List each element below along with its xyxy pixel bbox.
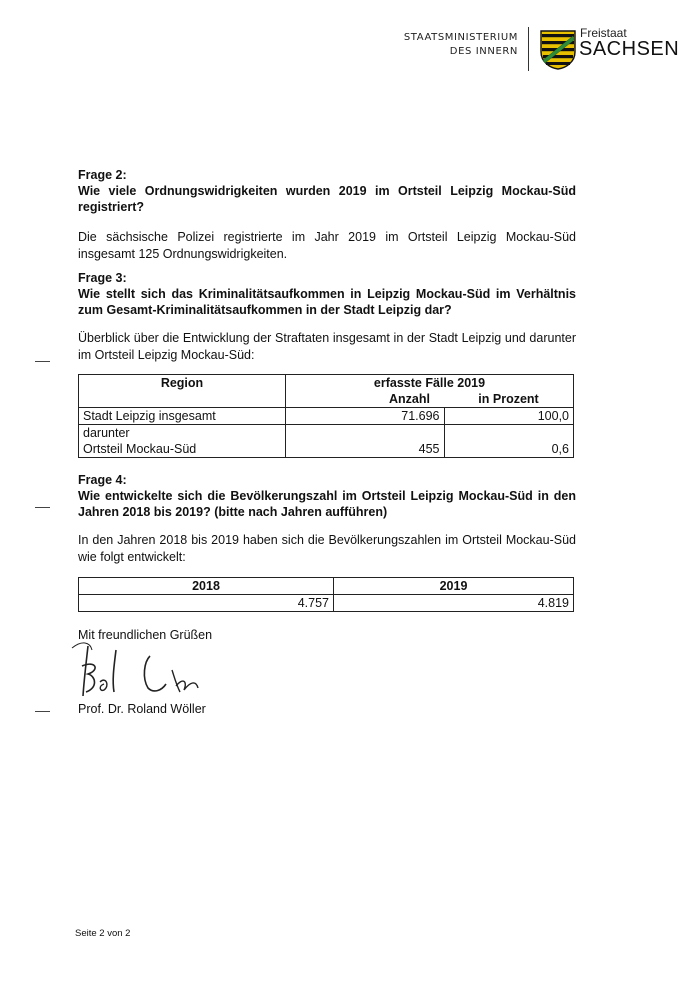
row2-empty-anzahl bbox=[286, 425, 445, 442]
frage-2-label: Frage 2: bbox=[78, 168, 127, 182]
value-2018: 4.757 bbox=[79, 595, 334, 612]
frage-4-label: Frage 4: bbox=[78, 473, 127, 487]
table-row bbox=[79, 425, 574, 442]
header-region: Region bbox=[79, 375, 286, 408]
frage-4-section bbox=[78, 472, 576, 520]
margin-mark bbox=[35, 361, 50, 362]
ministry-line-2: DES INNERN bbox=[449, 46, 518, 57]
header-prozent: in Prozent bbox=[444, 391, 574, 408]
frage-2-section bbox=[78, 167, 576, 215]
table-row bbox=[79, 595, 574, 612]
population-table bbox=[78, 577, 574, 612]
frage-3-intro: Überblick über die Entwicklung der Straftaten insgesamt in der Stadt Leipzig und darunter im Ortsteil Leipzig Mockau-Süd: bbox=[78, 331, 576, 362]
signer-block bbox=[78, 701, 576, 718]
row2-anzahl: 455 bbox=[286, 441, 445, 458]
frage-4-intro: In den Jahren 2018 bis 2019 haben sich die Bevölkerungszahlen im Ortsteil Mockau-Süd wie folgt entwickelt: bbox=[78, 533, 576, 564]
row1-anzahl: 71.696 bbox=[286, 408, 445, 425]
signature-icon bbox=[64, 636, 204, 702]
frage-2-answer: Die sächsische Polizei registrierte im Jahr 2019 im Ortsteil Leipzig Mockau-Süd insgesamt 125 Ordnungswidrigkeiten. bbox=[78, 230, 576, 261]
ministry-name bbox=[390, 31, 518, 59]
header-year-2019: 2019 bbox=[334, 578, 574, 595]
signer-name: Prof. Dr. Roland Wöller bbox=[78, 702, 206, 716]
header-group: erfasste Fälle 2019 bbox=[286, 375, 574, 392]
table-header-row bbox=[79, 375, 574, 392]
row1-prozent: 100,0 bbox=[444, 408, 574, 425]
frage-2-question: Wie viele Ordnungswidrigkeiten wurden 2019 im Ortsteil Leipzig Mockau-Süd registriert? bbox=[78, 184, 576, 214]
saxony-crest-icon bbox=[540, 30, 576, 70]
row2-prozent: 0,6 bbox=[444, 441, 574, 458]
frage-4-intro-block bbox=[78, 532, 576, 566]
frage-3-section bbox=[78, 270, 576, 318]
frage-3-intro-block bbox=[78, 330, 576, 364]
brand-freistaat: Freistaat bbox=[580, 26, 627, 40]
header-anzahl: Anzahl bbox=[286, 391, 445, 408]
header-divider bbox=[528, 27, 529, 71]
frage-3-label: Frage 3: bbox=[78, 271, 127, 285]
table-row bbox=[79, 441, 574, 458]
table-header-row bbox=[79, 578, 574, 595]
brand-sachsen: SACHSEN bbox=[579, 38, 680, 60]
margin-mark bbox=[35, 711, 50, 712]
page-number: Seite 2 von 2 bbox=[75, 928, 131, 939]
frage-3-question: Wie stellt sich das Kriminalitätsaufkommen in Leipzig Mockau-Süd im Verhältnis zum Gesamt-Kriminalitätsaufkommen in der Stadt Leipzig dar? bbox=[78, 287, 576, 317]
crime-table bbox=[78, 374, 574, 458]
value-2019: 4.819 bbox=[334, 595, 574, 612]
row2-prefix: darunter bbox=[79, 425, 286, 442]
header-year-2018: 2018 bbox=[79, 578, 334, 595]
margin-mark bbox=[35, 507, 50, 508]
row2-empty-prozent bbox=[444, 425, 574, 442]
frage-2-answer-block bbox=[78, 229, 576, 263]
closing-greeting: Mit freundlichen Grüßen bbox=[78, 628, 213, 642]
ministry-line-1: STAATSMINISTERIUM bbox=[403, 32, 518, 43]
row2-region: Ortsteil Mockau-Süd bbox=[79, 441, 286, 458]
table-row bbox=[79, 408, 574, 425]
row1-region: Stadt Leipzig insgesamt bbox=[79, 408, 286, 425]
frage-4-question: Wie entwickelte sich die Bevölkerungszahl im Ortsteil Leipzig Mockau-Süd in den Jahren 2018 bis 2019? (bitte nach Jahren aufführen) bbox=[78, 489, 576, 519]
